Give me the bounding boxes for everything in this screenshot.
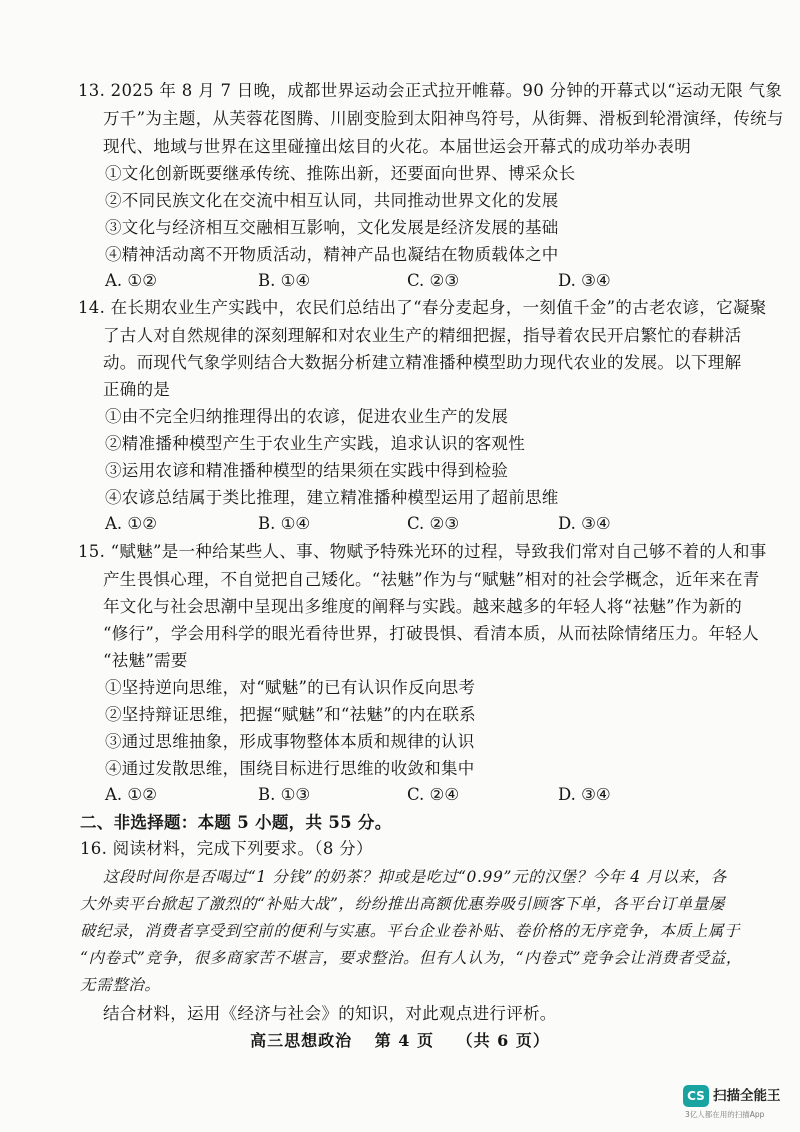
q13-option-a: A. ①② [105,271,157,290]
q15-line-1: 15. “赋魅”是一种给某些人、事、物赋予特殊光环的过程，导致我们常对自己够不着的人和事 [78,542,767,561]
q14-item-1: ①由不完全归纳推理得出的农谚，促进农业生产的发展 [105,407,509,426]
watermark-tagline: 3亿人都在用的扫描App [685,1110,765,1119]
q14-line-4: 正确的是 [103,380,171,399]
q14-line-2: 了古人对自然规律的深刻理解和对农业生产的精细把握，指导着农民开启繁忙的春耕活 [103,326,742,345]
camscanner-logo-icon: CS [683,1085,709,1107]
footer-total: （共 6 页） [456,1031,550,1050]
q16-material-line-5: 无需整治。 [80,976,161,994]
q14-item-2: ②精准播种模型产生于农业生产实践，追求认识的客观性 [105,434,525,453]
q16-title: 16. 阅读材料，完成下列要求。（8 分） [80,839,373,858]
q16-material-line-1: 这段时间你是否喝过“1 分钱”的奶茶？抑或是吃过“0.99”元的汉堡？今年 4 月以来，各 [103,868,727,886]
q16-material-line-3: 破纪录，消费者享受到空前的便利与实惠。平台企业卷补贴、卷价格的无序竞争，本质上属于 [80,922,741,940]
q15-item-3: ③通过思维抽象，形成事物整体本质和规律的认识 [105,732,475,751]
q16-material-line-4: “内卷式”竞争，很多商家苦不堪言，要求整治。但有人认为，“内卷式”竞争会让消费者受益， [80,949,742,967]
q15-item-4: ④通过发散思维，围绕目标进行思维的收敛和集中 [105,759,475,778]
q14-option-a: A. ①② [105,514,157,533]
q13-option-c: C. ②③ [407,271,460,290]
q13-line-1: 13. 2025 年 8 月 7 日晚，成都世界运动会正式拉开帷幕。90 分钟的开幕式以“运动无限 气象 [78,81,783,100]
q14-option-c: C. ②③ [407,514,460,533]
q15-option-a: A. ①② [105,785,157,804]
q14-line-3: 动。而现代气象学则结合大数据分析建立精准播种模型助力现代农业的发展。以下理解 [103,353,742,372]
q13-line-2: 万千”为主题，从芙蓉花图腾、川剧变脸到太阳神鸟符号，从街舞、滑板到轮滑演绎，传统与 [103,109,784,128]
q13-item-1: ①文化创新既要继承传统、推陈出新，还要面向世界、博采众长 [105,164,576,183]
q15-line-2: 产生畏惧心理，不自觉把自己矮化。“祛魅”作为与“赋魅”相对的社会学概念，近年来在青 [103,570,760,589]
q13-item-3: ③文化与经济相互交融相互影响，文化发展是经济发展的基础 [105,218,559,237]
q15-item-2: ②坚持辩证思维，把握“赋魅”和“祛魅”的内在联系 [105,705,476,724]
scanner-watermark [683,1083,795,1123]
q13-option-b: B. ①④ [258,271,311,290]
q13-item-4: ④精神活动离不开物质活动，精神产品也凝结在物质载体之中 [105,245,559,264]
q14-option-d: D. ③④ [558,514,611,533]
q14-option-b: B. ①④ [258,514,311,533]
q13-option-d: D. ③④ [558,271,611,290]
q15-line-4: “修行”，学会用科学的眼光看待世界，打破畏惧、看清本质，从而祛除情绪压力。年轻人 [103,624,759,643]
footer-page: 第 4 页 [374,1031,434,1050]
watermark-app-name: 扫描全能王 [713,1088,781,1104]
q13-item-2: ②不同民族文化在交流中相互认同，共同推动世界文化的发展 [105,191,559,210]
q13-line-3: 现代、地域与世界在这里碰撞出炫目的火花。本届世运会开幕式的成功举办表明 [103,137,691,156]
q15-line-5: “祛魅”需要 [103,651,188,670]
q15-option-c: C. ②④ [407,785,460,804]
q14-item-3: ③运用农谚和精准播种模型的结果须在实践中得到检验 [105,461,509,480]
q15-option-d: D. ③④ [558,785,611,804]
q15-item-1: ①坚持逆向思维，对“赋魅”的已有认识作反向思考 [105,678,476,697]
footer-subject: 高三思想政治 [250,1031,353,1050]
q15-line-3: 年文化与社会思潮中呈现出多维度的阐释与实践。越来越多的年轻人将“祛魅”作为新的 [103,597,743,616]
q14-item-4: ④农谚总结属于类比推理，建立精准播种模型运用了超前思维 [105,488,559,507]
q15-option-b: B. ①③ [258,785,311,804]
q16-material-line-2: 大外卖平台掀起了激烈的“补贴大战”，纷纷推出高额优惠券吸引顾客下单，各平台订单量屡 [80,895,725,913]
q14-line-1: 14. 在长期农业生产实践中，农民们总结出了“春分麦起身，一刻值千金”的古老农谚，它凝聚 [78,298,767,317]
page-footer [0,1028,800,1051]
section-heading: 二、非选择题：本题 5 小题，共 55 分。 [80,813,392,832]
q16-requirement: 结合材料，运用《经济与社会》的知识，对此观点进行评析。 [103,1004,557,1023]
